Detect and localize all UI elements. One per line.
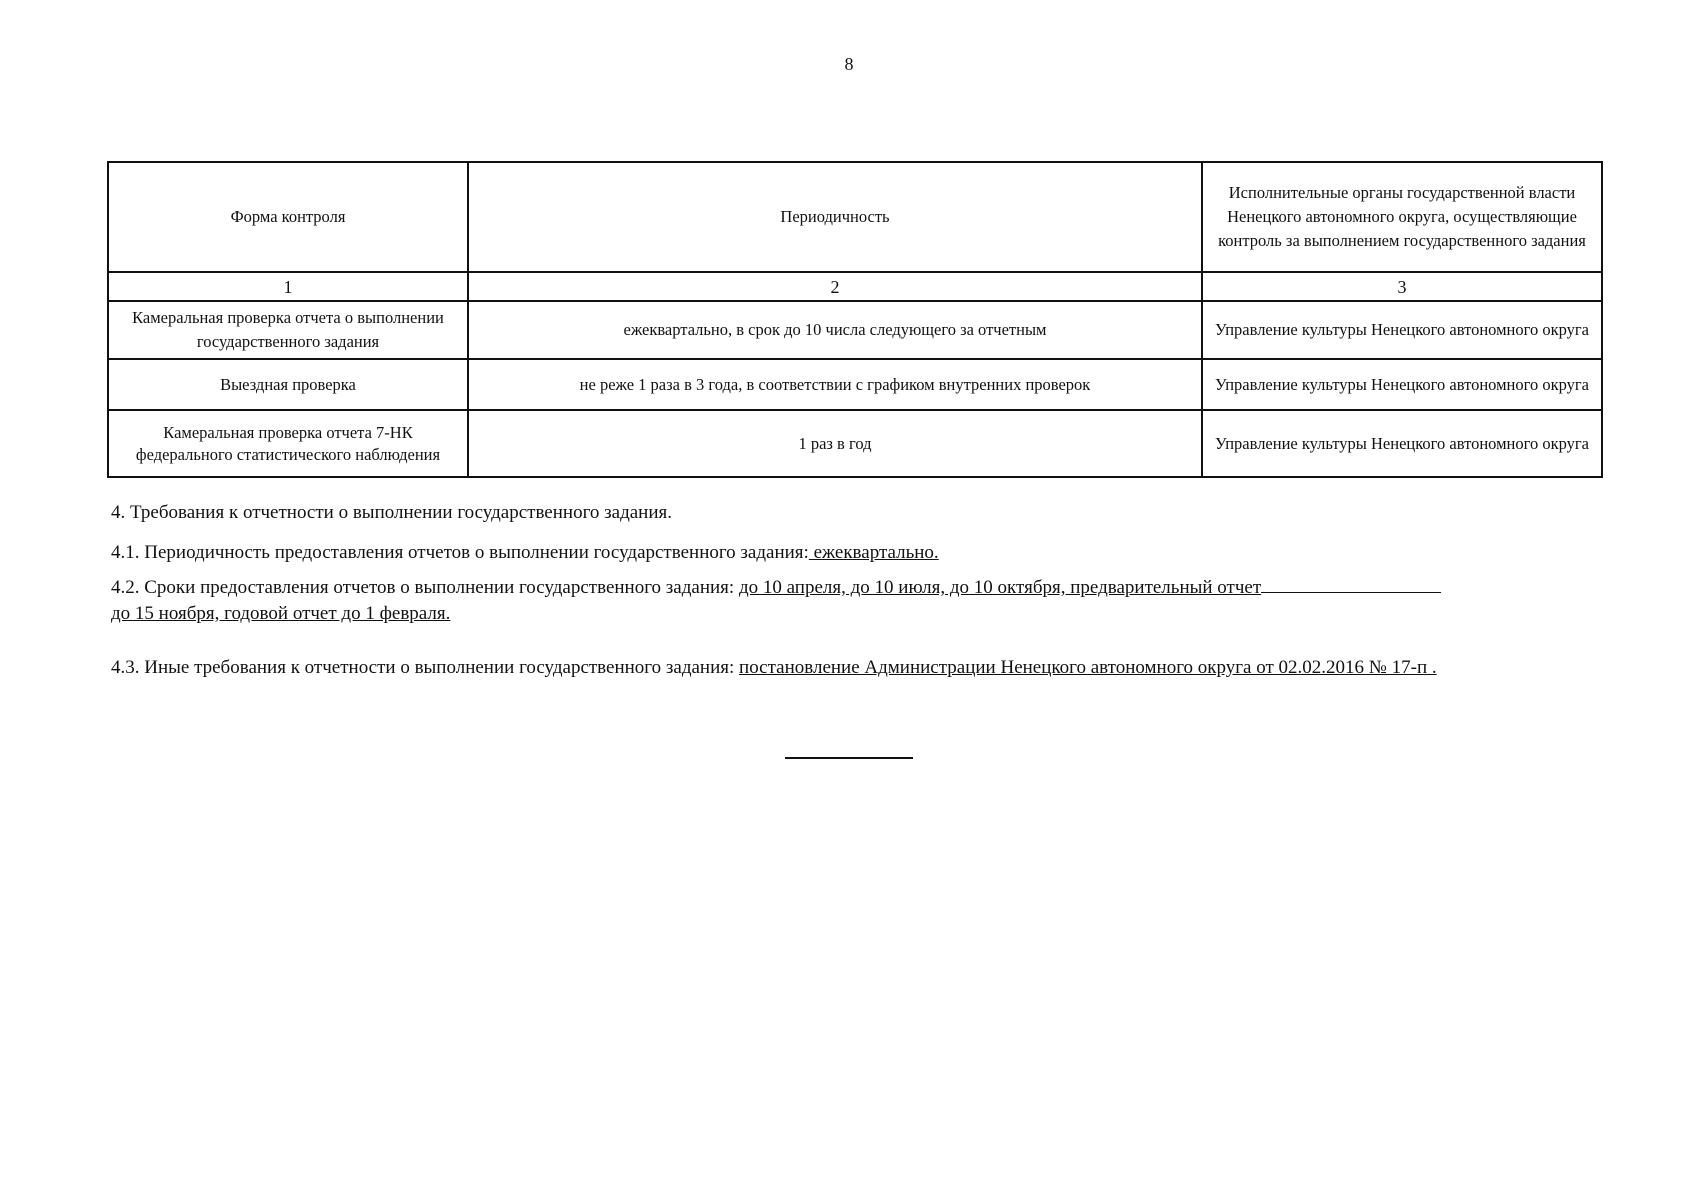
header-authority: Исполнительные органы государственной власти Ненецкого автономного округа, осуществляющие контроль за выполнением государственного задания xyxy=(1202,162,1602,272)
table-row xyxy=(108,359,1602,410)
cell-form: Выездная проверка xyxy=(108,359,468,410)
column-numbers-row xyxy=(108,272,1602,301)
paragraph-4-1 xyxy=(111,540,939,566)
cell-form: Камеральная проверка отчета о выполнении государственного задания xyxy=(108,301,468,359)
paragraph-4-2-continued xyxy=(111,601,450,627)
cell-form: Камеральная проверка отчета 7-НК федерального статистического наблюдения xyxy=(108,410,468,477)
cell-authority: Управление культуры Ненецкого автономного округа xyxy=(1202,410,1602,477)
column-number: 2 xyxy=(468,272,1202,301)
end-rule xyxy=(785,757,913,759)
paragraph-4-2 xyxy=(111,574,1441,601)
page-number: 8 xyxy=(844,54,854,74)
paragraph-4-1-value: ежеквартально. xyxy=(808,542,939,563)
cell-periodicity: ежеквартально, в срок до 10 числа следующего за отчетным xyxy=(468,301,1202,359)
column-number: 3 xyxy=(1202,272,1602,301)
paragraph-4-2-label: 4.2. Сроки предоставления отчетов о выполнении государственного задания: xyxy=(111,577,739,598)
paragraph-4-2-value-line2: до 15 ноября, годовой отчет до 1 февраля. xyxy=(111,603,451,624)
paragraph-4-3 xyxy=(111,655,1437,681)
paragraph-4-3-label: 4.3. Иные требования к отчетности о выполнении государственного задания: xyxy=(111,657,740,678)
paragraph-4-3-value: постановление Администрации Ненецкого автономного округа от 02.02.2016 № 17-п . xyxy=(739,657,1437,678)
section-4-title: 4. Требования к отчетности о выполнении государственного задания. xyxy=(111,502,673,523)
cell-authority: Управление культуры Ненецкого автономного округа xyxy=(1202,359,1602,410)
header-form: Форма контроля xyxy=(108,162,468,272)
table-row xyxy=(108,410,1602,477)
table-header-row xyxy=(108,162,1602,272)
paragraph-4-1-label: 4.1. Периодичность предоставления отчетов о выполнении государственного задания: xyxy=(111,542,809,563)
fill-line xyxy=(1261,574,1441,593)
control-table xyxy=(107,161,1603,478)
header-periodicity: Периодичность xyxy=(468,162,1202,272)
paragraph-4-2-value-line1: до 10 апреля, до 10 июля, до 10 октября, предварительный отчет xyxy=(738,577,1262,598)
column-number: 1 xyxy=(108,272,468,301)
cell-authority: Управление культуры Ненецкого автономного округа xyxy=(1202,301,1602,359)
cell-periodicity: не реже 1 раза в 3 года, в соответствии с графиком внутренних проверок xyxy=(468,359,1202,410)
cell-periodicity: 1 раз в год xyxy=(468,410,1202,477)
table-row xyxy=(108,301,1602,359)
